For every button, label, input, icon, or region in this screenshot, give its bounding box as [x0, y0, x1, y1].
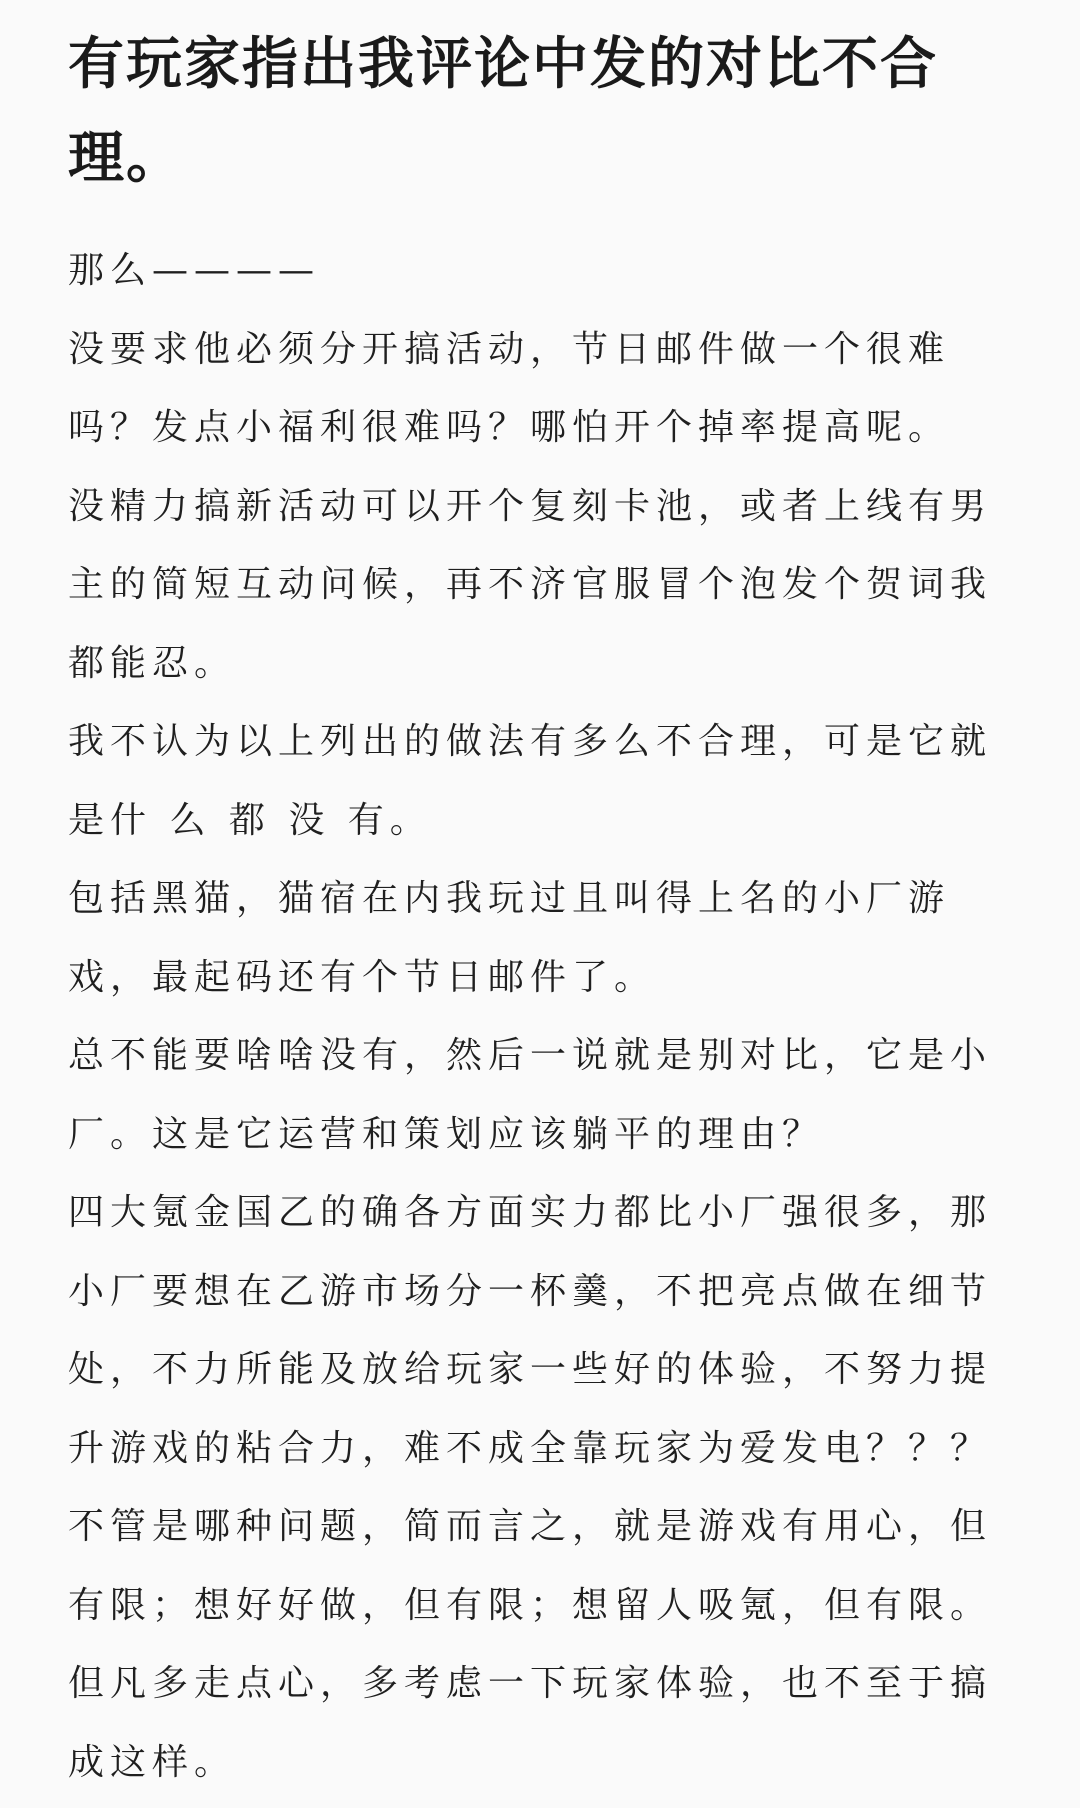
- paragraph-7: 四大氪金国乙的确各方面实力都比小厂强很多，那小厂要想在乙游市场分一杯羹，不把亮点做在细节处，不力所能及放给玩家一些好的体验，不努力提升游戏的粘合力，难不成全靠玩家为爱发电？？？: [68, 1192, 993, 1469]
- paragraph-4: 我不认为以上列出的做法有多么不合理，可是它就是什 么 都 没 有。: [68, 721, 993, 841]
- article-body: [68, 232, 1020, 1802]
- paragraph-5: 包括黑猫，猫宿在内我玩过且叫得上名的小厂游戏，最起码还有个节日邮件了。: [68, 878, 951, 998]
- article-title: 有玩家指出我评论中发的对比不合理。: [68, 32, 938, 191]
- paragraph-2: 没要求他必须分开搞活动，节日邮件做一个很难吗？发点小福利很难吗？哪怕开个掉率提高呢。: [68, 328, 951, 448]
- paragraph-8: 不管是哪种问题，简而言之，就是游戏有用心，但有限；想好好做，但有限；想留人吸氪，但有限。: [68, 1506, 993, 1626]
- paragraph-3: 没精力搞新活动可以开个复刻卡池，或者上线有男主的简短互动问候，再不济官服冒个泡发个贺词我都能忍。: [68, 485, 993, 684]
- paragraph-6: 总不能要啥啥没有，然后一说就是别对比，它是小厂。这是它运营和策划应该躺平的理由？: [68, 1035, 993, 1155]
- paragraph-9: 但凡多走点心，多考虑一下玩家体验，也不至于搞成这样。: [68, 1663, 993, 1783]
- paragraph-1: 那么————: [68, 250, 321, 291]
